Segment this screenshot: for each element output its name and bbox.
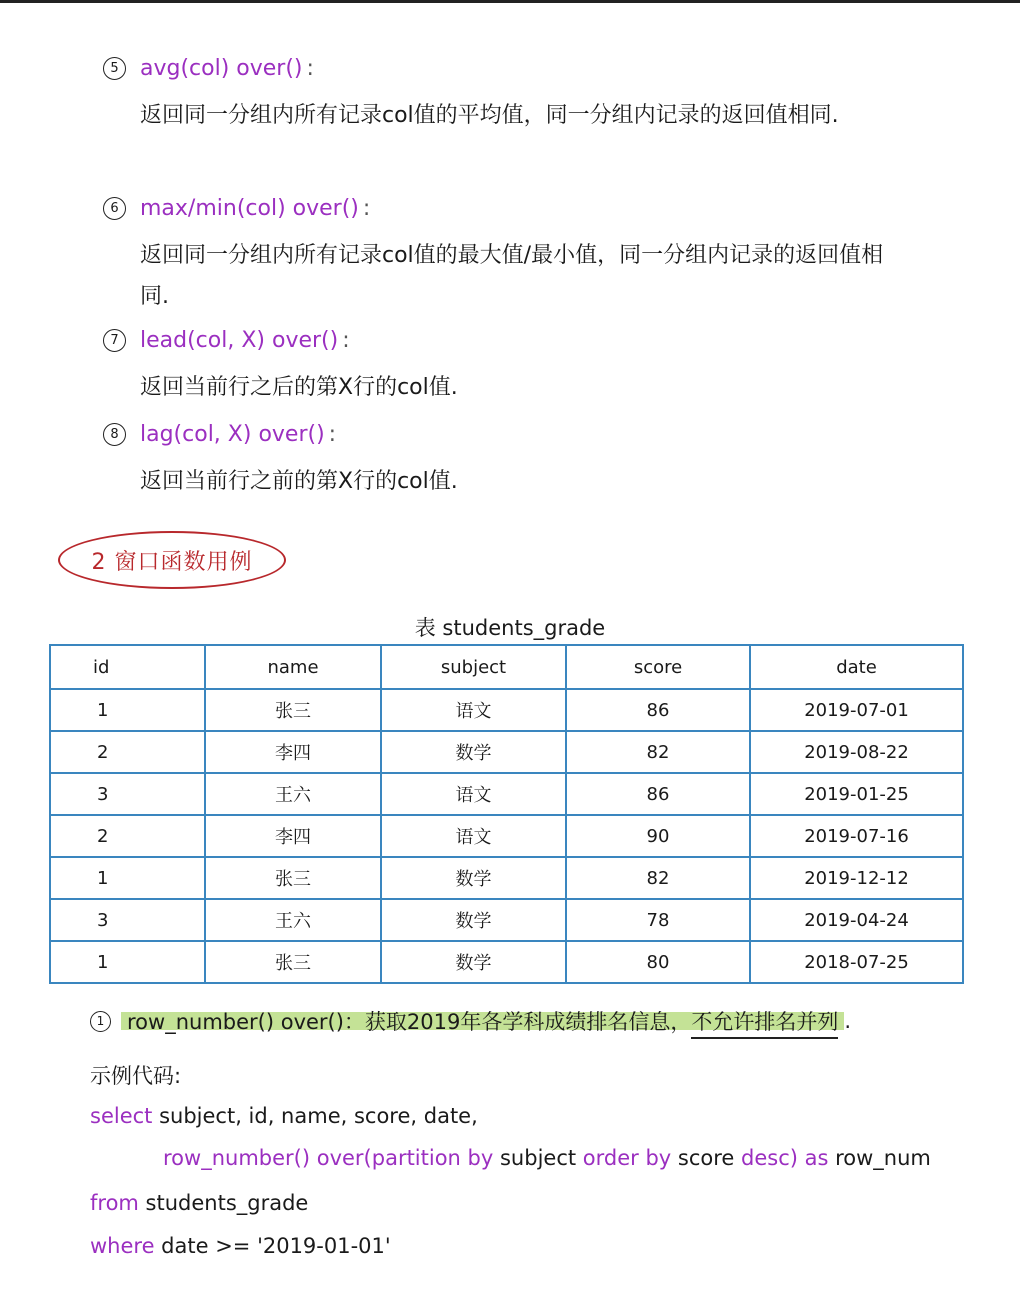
function-name: lag(col, X) over()	[140, 422, 325, 447]
table-cell: 王六	[205, 773, 381, 815]
circled-number: 5	[103, 57, 126, 80]
table-cell: 2019-07-16	[750, 815, 963, 857]
column-header: score	[566, 645, 750, 689]
table-cell: 李四	[205, 731, 381, 773]
function-description: 返回当前行之后的第X行的col值.	[140, 375, 458, 400]
function-description: 返回当前行之前的第X行的col值.	[140, 469, 458, 494]
column-header: name	[205, 645, 381, 689]
table-cell: 2019-04-24	[750, 899, 963, 941]
table-row	[50, 941, 963, 983]
highlighted-text: row_number() over()：获取2019年各学科成绩排名信息，不允许排名并列	[121, 1006, 844, 1036]
table-row	[50, 731, 963, 773]
table-cell: 数学	[381, 899, 566, 941]
item-7: 7 lead(col, X) over() : 返回当前行之后的第X行的col值.	[103, 328, 900, 408]
code-line-from: from students_grade	[90, 1191, 309, 1215]
table-title: 表 students_grade	[414, 616, 606, 640]
code-line-where: where date >= '2019-01-01'	[90, 1234, 391, 1258]
table-cell: 张三	[205, 941, 381, 983]
table-cell: 2	[50, 815, 205, 857]
column-header: id	[50, 645, 205, 689]
item-5: 5 avg(col) over() : 返回同一分组内所有记录col值的平均值，同一分组内记录的返回值相同.	[103, 56, 900, 136]
circled-number: 8	[103, 423, 126, 446]
circled-number: 7	[103, 329, 126, 352]
table-cell: 82	[566, 857, 750, 899]
column-header: date	[750, 645, 963, 689]
table-cell: 1	[50, 689, 205, 731]
table-cell: 2019-07-01	[750, 689, 963, 731]
table-cell: 2	[50, 731, 205, 773]
table-header-row	[50, 645, 963, 689]
table-cell: 82	[566, 731, 750, 773]
table-row	[50, 857, 963, 899]
table-cell: 78	[566, 899, 750, 941]
table-cell: 李四	[205, 815, 381, 857]
item-8: 8 lag(col, X) over() : 返回当前行之前的第X行的col值.	[103, 422, 900, 502]
table-cell: 语文	[381, 815, 566, 857]
item-6: 6 max/min(col) over() : 返回同一分组内所有记录col值的最大值/最小值，同一分组内记录的返回值相同.	[103, 196, 900, 317]
function-description: 返回同一分组内所有记录col值的最大值/最小值，同一分组内记录的返回值相同.	[140, 243, 884, 309]
table-cell: 数学	[381, 731, 566, 773]
table-cell: 86	[566, 689, 750, 731]
top-border	[0, 0, 1020, 3]
code-line-window: row_number() over(partition by subject order by score desc) as row_num	[163, 1146, 931, 1170]
table-cell: 数学	[381, 857, 566, 899]
table-cell: 2018-07-25	[750, 941, 963, 983]
table-cell: 1	[50, 941, 205, 983]
table-cell: 语文	[381, 773, 566, 815]
table-cell: 86	[566, 773, 750, 815]
table-cell: 语文	[381, 689, 566, 731]
students-grade-table	[49, 644, 964, 984]
column-header: subject	[381, 645, 566, 689]
circled-number: 6	[103, 197, 126, 220]
function-name: max/min(col) over()	[140, 196, 359, 221]
table-row	[50, 815, 963, 857]
table-cell: 80	[566, 941, 750, 983]
table-cell: 2019-01-25	[750, 773, 963, 815]
table-cell: 张三	[205, 689, 381, 731]
table-cell: 2019-12-12	[750, 857, 963, 899]
code-line-select: select subject, id, name, score, date,	[90, 1104, 478, 1128]
table-cell: 3	[50, 773, 205, 815]
table-row	[50, 773, 963, 815]
underlined-text: 不允许排名并列	[691, 1010, 838, 1039]
table-cell: 张三	[205, 857, 381, 899]
function-name: lead(col, X) over()	[140, 328, 339, 353]
function-name: avg(col) over()	[140, 56, 303, 81]
table-row	[50, 689, 963, 731]
table-cell: 数学	[381, 941, 566, 983]
table-cell: 王六	[205, 899, 381, 941]
table-cell: 2019-08-22	[750, 731, 963, 773]
example-heading: 1 row_number() over()：获取2019年各学科成绩排名信息，不允许排名并列 .	[90, 1006, 851, 1036]
example-code-label: 示例代码:	[90, 1064, 182, 1088]
table-cell: 1	[50, 857, 205, 899]
circled-number: 1	[90, 1011, 111, 1032]
table-cell: 3	[50, 899, 205, 941]
section-heading-badge: 2 窗口函数用例	[58, 531, 286, 589]
function-description: 返回同一分组内所有记录col值的平均值，同一分组内记录的返回值相同.	[140, 103, 839, 128]
table-cell: 90	[566, 815, 750, 857]
table-row	[50, 899, 963, 941]
